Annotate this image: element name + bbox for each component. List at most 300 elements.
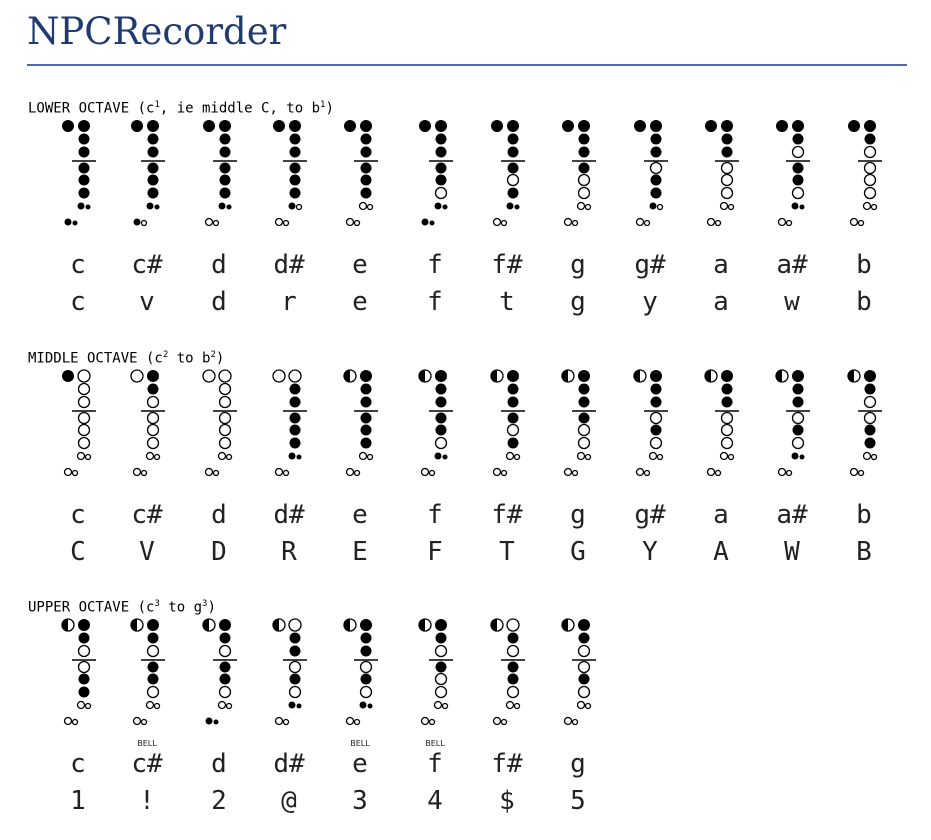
tone-hole-icon [360,370,372,382]
tone-hole-icon [148,163,159,174]
thumb-hole-icon [131,120,143,132]
thumb-hole-icon [848,370,860,382]
tone-hole-icon [865,163,876,174]
double-hole-icon [78,453,85,460]
double-hole-icon [872,455,877,460]
double-hole-icon [284,720,289,725]
tone-hole-icon [508,384,519,395]
double-hole-icon [65,718,72,725]
double-hole-icon [573,720,578,725]
double-hole-icon [142,221,147,226]
tone-hole-icon [508,397,519,408]
keyboard-key: g [570,287,586,317]
tone-hole-icon [865,188,876,199]
tone-hole-icon [290,425,301,436]
tone-hole-icon [436,163,447,174]
fingering-diagram [196,368,242,482]
octave-superscript: 2 [162,350,169,360]
keyboard-key: R [281,537,297,567]
tone-hole-icon [290,662,301,673]
double-hole-icon [355,720,360,725]
tone-hole-icon [508,147,519,158]
double-hole-icon [360,702,367,709]
tone-hole-icon [436,147,447,158]
fingering-diagram [337,617,383,731]
double-hole-icon [507,203,514,210]
double-hole-icon [368,704,373,709]
note-name: a# [776,500,808,530]
tone-hole-icon [579,188,590,199]
tone-hole-icon [436,188,447,199]
tone-hole-icon [508,633,519,644]
tone-hole-icon [793,438,804,449]
tone-hole-icon [651,384,662,395]
keyboard-key: b [856,287,872,317]
tone-hole-icon [864,120,876,132]
double-hole-icon [347,469,354,476]
double-hole-icon [650,453,657,460]
tone-hole-icon [793,425,804,436]
tone-hole-icon [579,425,590,436]
tone-hole-icon [220,687,231,698]
tone-hole-icon [290,175,301,186]
double-hole-icon [142,471,147,476]
tone-hole-icon [79,425,90,436]
tone-hole-icon [865,134,876,145]
keyboard-key: $ [499,786,515,816]
double-hole-icon [787,221,792,226]
double-hole-icon [565,469,572,476]
octave-superscript: 3 [154,599,160,609]
fingering-diagram [196,118,242,232]
double-hole-icon [435,702,442,709]
tone-hole-icon [651,175,662,186]
tone-hole-icon [651,134,662,145]
tone-hole-icon [579,134,590,145]
double-hole-icon [297,704,302,709]
thumb-hole-icon [776,120,788,132]
note-name: a [713,250,729,280]
double-hole-icon [645,471,650,476]
tone-hole-icon [436,397,447,408]
thumb-hole-icon [62,619,74,631]
octave-superscript: 3 [202,599,208,609]
tone-hole-icon [579,674,590,685]
tone-hole-icon [793,163,804,174]
double-hole-icon [800,455,805,460]
tone-hole-icon [361,188,372,199]
fingering-diagram [412,617,458,731]
tone-hole-icon [651,163,662,174]
tone-hole-icon [578,120,590,132]
thumb-hole-icon [776,370,788,382]
double-hole-icon [800,205,805,210]
thumb-hole-icon [131,619,143,631]
double-hole-icon [430,720,435,725]
double-hole-icon [368,205,373,210]
double-hole-icon [851,469,858,476]
double-hole-icon [586,205,591,210]
tone-hole-icon [722,175,733,186]
tone-hole-icon [289,120,301,132]
double-hole-icon [515,455,520,460]
thumb-hole-icon [705,120,717,132]
tone-hole-icon [722,163,733,174]
double-hole-icon [422,469,429,476]
double-hole-icon [502,221,507,226]
fingering-diagram [337,368,383,482]
tone-hole-icon [507,370,519,382]
tone-hole-icon [579,147,590,158]
tone-hole-icon [436,633,447,644]
double-hole-icon [134,219,141,226]
page-title: NPCRecorder [27,10,287,53]
double-hole-icon [134,718,141,725]
fingering-diagram [555,368,601,482]
thumb-hole-icon [203,370,215,382]
double-hole-icon [708,219,715,226]
double-hole-icon [435,203,442,210]
double-hole-icon [214,720,219,725]
tone-hole-icon [148,188,159,199]
keyboard-key: v [139,287,155,317]
double-hole-icon [637,469,644,476]
tone-hole-icon [793,384,804,395]
keyboard-key: r [281,287,297,317]
tone-hole-icon [148,147,159,158]
tone-hole-icon [436,134,447,145]
double-hole-icon [573,471,578,476]
tone-hole-icon [579,397,590,408]
double-hole-icon [227,704,232,709]
tone-hole-icon [508,438,519,449]
keyboard-key: B [856,537,872,567]
octave-heading-text: LOWER OCTAVE (c [28,100,155,117]
tone-hole-icon [436,384,447,395]
thumb-hole-icon [344,619,356,631]
tone-hole-icon [435,370,447,382]
double-hole-icon [792,203,799,210]
double-hole-icon [443,704,448,709]
tone-hole-icon [290,163,301,174]
keyboard-key: d [211,287,227,317]
tone-hole-icon [219,120,231,132]
tone-hole-icon [651,425,662,436]
double-hole-icon [658,205,663,210]
tone-hole-icon [436,687,447,698]
note-name: f# [491,500,523,530]
tone-hole-icon [290,397,301,408]
double-hole-icon [515,205,520,210]
note-name: c [70,250,86,280]
octave-heading-text: ) [325,100,334,117]
tone-hole-icon [220,633,231,644]
tone-hole-icon [220,674,231,685]
tone-hole-icon [79,175,90,186]
double-hole-icon [65,469,72,476]
note-name: c# [131,250,163,280]
double-hole-icon [578,453,585,460]
tone-hole-icon [79,662,90,673]
tone-hole-icon [290,674,301,685]
fingering-diagram [627,368,673,482]
double-hole-icon [347,219,354,226]
fingering-diagram [841,368,887,482]
tone-hole-icon [361,384,372,395]
double-hole-icon [355,221,360,226]
tone-hole-icon [361,397,372,408]
double-hole-icon [147,203,154,210]
tone-hole-icon [289,370,301,382]
tone-hole-icon [290,147,301,158]
keyboard-key: 4 [427,786,443,816]
tone-hole-icon [722,134,733,145]
keyboard-key: F [427,537,443,567]
tone-hole-icon [865,413,876,424]
double-hole-icon [297,205,302,210]
keyboard-key: y [642,287,658,317]
tone-hole-icon [290,134,301,145]
note-name: f [427,749,443,779]
tone-hole-icon [290,687,301,698]
double-hole-icon [430,471,435,476]
fingering-diagram [841,118,887,232]
double-hole-icon [147,453,154,460]
tone-hole-icon [220,188,231,199]
tone-hole-icon [148,646,159,657]
double-hole-icon [658,455,663,460]
tone-hole-icon [793,188,804,199]
tone-hole-icon [508,413,519,424]
octave-superscript: 1 [320,100,326,110]
double-hole-icon [219,702,226,709]
octave-heading-text: to g [159,599,203,616]
thumb-hole-icon [344,370,356,382]
keyboard-key: f [427,287,443,317]
tone-hole-icon [579,384,590,395]
thumb-hole-icon [419,370,431,382]
tone-hole-icon [507,120,519,132]
tone-hole-icon [508,425,519,436]
keyboard-key: t [499,287,515,317]
note-name: b [856,250,872,280]
double-hole-icon [227,205,232,210]
tone-hole-icon [78,370,90,382]
double-hole-icon [716,471,721,476]
double-hole-icon [502,471,507,476]
thumb-hole-icon [273,619,285,631]
tone-hole-icon [78,619,90,631]
note-name: d# [273,250,305,280]
keyboard-key: ! [139,786,155,816]
tone-hole-icon [793,134,804,145]
tone-hole-icon [722,397,733,408]
tone-hole-icon [361,687,372,698]
tone-hole-icon [864,370,876,382]
fingering-diagram [484,617,530,731]
bell-label: BELL [425,739,445,748]
double-hole-icon [78,702,85,709]
thumb-hole-icon [634,120,646,132]
double-hole-icon [779,219,786,226]
thumb-hole-icon [634,370,646,382]
tone-hole-icon [79,147,90,158]
thumb-hole-icon [848,120,860,132]
fingering-diagram [55,617,101,731]
tone-hole-icon [579,633,590,644]
double-hole-icon [729,455,734,460]
tone-hole-icon [651,188,662,199]
tone-hole-icon [865,425,876,436]
keyboard-key: V [139,537,155,567]
tone-hole-icon [865,384,876,395]
fingering-diagram [337,118,383,232]
double-hole-icon [578,702,585,709]
fingering-diagram [124,118,170,232]
note-name: d [211,500,227,530]
tone-hole-icon [650,120,662,132]
tone-hole-icon [148,662,159,673]
thumb-hole-icon [344,120,356,132]
keyboard-key: c [70,287,86,317]
double-hole-icon [360,453,367,460]
keyboard-key: W [784,537,800,567]
fingering-diagram [55,368,101,482]
thumb-hole-icon [562,619,574,631]
fingering-diagram [55,118,101,232]
tone-hole-icon [361,633,372,644]
note-name: c# [131,500,163,530]
keyboard-key: C [70,537,86,567]
double-hole-icon [155,205,160,210]
double-hole-icon [276,219,283,226]
keyboard-key: @ [281,786,297,816]
tone-hole-icon [220,438,231,449]
tone-hole-icon [79,646,90,657]
double-hole-icon [284,221,289,226]
double-hole-icon [147,702,154,709]
fingering-diagram [555,617,601,731]
bell-label: BELL [350,739,370,748]
tone-hole-icon [290,188,301,199]
octave-heading-text: ) [215,350,225,367]
tone-hole-icon [865,397,876,408]
double-hole-icon [289,453,296,460]
double-hole-icon [650,203,657,210]
keyboard-key: 1 [70,786,86,816]
double-hole-icon [206,219,213,226]
tone-hole-icon [361,674,372,685]
thumb-hole-icon [491,120,503,132]
tone-hole-icon [793,147,804,158]
octave-heading-text: MIDDLE OCTAVE (c [28,350,163,367]
fingering-diagram [484,118,530,232]
tone-hole-icon [361,134,372,145]
double-hole-icon [73,720,78,725]
tone-hole-icon [508,687,519,698]
double-hole-icon [206,469,213,476]
tone-hole-icon [435,619,447,631]
tone-hole-icon [436,674,447,685]
tone-hole-icon [219,619,231,631]
tone-hole-icon [651,438,662,449]
double-hole-icon [859,221,864,226]
keyboard-key: a [713,287,729,317]
octave-heading-text: UPPER OCTAVE (c [28,599,155,616]
tone-hole-icon [793,413,804,424]
tone-hole-icon [79,134,90,145]
fingering-diagram [698,118,744,232]
double-hole-icon [859,471,864,476]
thumb-hole-icon [203,619,215,631]
double-hole-icon [494,219,501,226]
tone-hole-icon [721,370,733,382]
tone-hole-icon [148,175,159,186]
tone-hole-icon [220,384,231,395]
tone-hole-icon [220,413,231,424]
tone-hole-icon [220,662,231,673]
note-name: a [713,500,729,530]
tone-hole-icon [360,619,372,631]
tone-hole-icon [79,674,90,685]
double-hole-icon [787,471,792,476]
tone-hole-icon [579,175,590,186]
thumb-hole-icon [419,619,431,631]
double-hole-icon [206,718,213,725]
double-hole-icon [422,718,429,725]
keyboard-key: 2 [211,786,227,816]
thumb-hole-icon [273,120,285,132]
tone-hole-icon [436,662,447,673]
tone-hole-icon [508,188,519,199]
double-hole-icon [276,469,283,476]
note-name: d# [273,500,305,530]
tone-hole-icon [361,413,372,424]
double-hole-icon [276,718,283,725]
tone-hole-icon [361,147,372,158]
octave-superscript: 1 [154,100,160,110]
octave-heading-text: to b [168,350,211,367]
keyboard-key: T [499,537,515,567]
thumb-hole-icon [62,120,74,132]
octave-heading [28,599,216,616]
tone-hole-icon [508,662,519,673]
tone-hole-icon [361,662,372,673]
tone-hole-icon [578,619,590,631]
fingering-diagram [124,617,170,731]
tone-hole-icon [436,646,447,657]
keyboard-key: E [352,537,368,567]
note-name: g [570,250,586,280]
tone-hole-icon [79,384,90,395]
octave-heading [28,350,224,367]
tone-hole-icon [361,163,372,174]
double-hole-icon [565,718,572,725]
double-hole-icon [219,203,226,210]
tone-hole-icon [220,397,231,408]
tone-hole-icon [289,619,301,631]
tone-hole-icon [721,120,733,132]
tone-hole-icon [79,188,90,199]
tone-hole-icon [579,163,590,174]
tone-hole-icon [578,370,590,382]
fingering-diagram [412,118,458,232]
note-name: g# [634,500,666,530]
double-hole-icon [142,720,147,725]
double-hole-icon [86,704,91,709]
double-hole-icon [779,469,786,476]
keyboard-key: A [713,537,729,567]
